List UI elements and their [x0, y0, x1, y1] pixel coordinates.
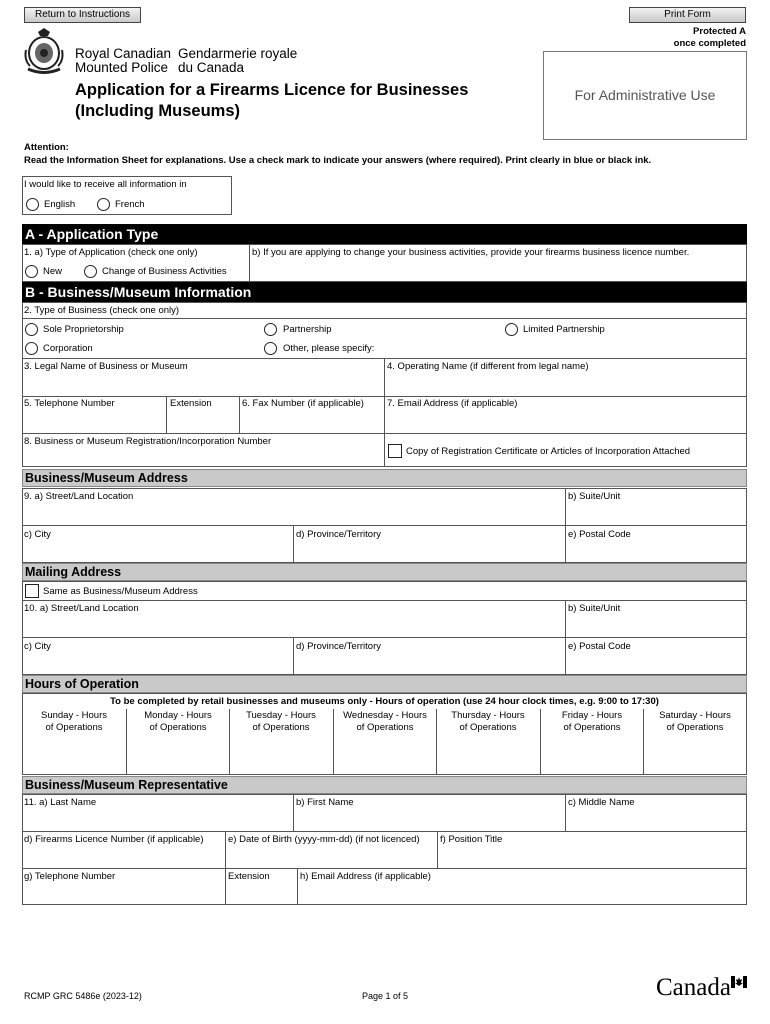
day-hours-input[interactable]	[438, 738, 538, 773]
section-a-header: A - Application Type	[22, 224, 747, 244]
rep-middle-name-input[interactable]	[568, 810, 744, 829]
corporation-radio[interactable]	[25, 342, 38, 355]
day-hours-input[interactable]	[645, 738, 745, 773]
rep-last-name-input[interactable]	[24, 810, 291, 829]
day-hours-label: Monday - Hours of Operations	[144, 710, 212, 733]
attention-text: Attention: Read the Information Sheet for explanations. Use a check mark to indicate your answers (where required). Print clearly in blue or black ink.	[24, 142, 652, 166]
hours-of-operation-header: Hours of Operation	[22, 675, 747, 693]
rep-licence-number-input[interactable]	[24, 847, 223, 866]
canada-wordmark: Canada	[656, 974, 731, 1001]
mailing-suite-input[interactable]	[568, 616, 744, 635]
day-hours-input[interactable]	[335, 738, 435, 773]
representative-header: Business/Museum Representative	[22, 776, 747, 794]
partnership-radio[interactable]	[264, 323, 277, 336]
rep-first-name-input[interactable]	[296, 810, 563, 829]
mailing-city-input[interactable]	[24, 654, 291, 673]
business-address-header: Business/Museum Address	[22, 469, 747, 487]
limited-partnership-radio[interactable]	[505, 323, 518, 336]
french-radio[interactable]	[97, 198, 110, 211]
canada-flag-icon	[731, 976, 747, 988]
new-application-radio[interactable]	[25, 265, 38, 278]
change-activities-radio[interactable]	[84, 265, 97, 278]
print-form-button[interactable]: Print Form	[629, 7, 746, 23]
legal-name-input[interactable]	[24, 374, 382, 394]
business-suite-input[interactable]	[568, 504, 744, 523]
mailing-postal-code-input[interactable]	[568, 654, 744, 673]
day-hours-input[interactable]	[231, 738, 331, 773]
day-hours-input[interactable]	[128, 738, 228, 773]
page-title: Application for a Firearms Licence for Businesses (Including Museums)	[75, 81, 469, 120]
business-province-input[interactable]	[296, 542, 563, 561]
sole-proprietorship-radio[interactable]	[25, 323, 38, 336]
mailing-province-input[interactable]	[296, 654, 563, 673]
agency-name-en: Royal Canadian Mounted Police	[75, 46, 172, 75]
operating-name-input[interactable]	[387, 374, 744, 394]
business-licence-number-input[interactable]	[252, 261, 744, 280]
registration-copy-checkbox[interactable]	[388, 444, 402, 458]
day-hours-label: Sunday - Hours of Operations	[40, 710, 107, 733]
business-street-input[interactable]	[24, 504, 563, 523]
administrative-use-box: For Administrative Use	[543, 51, 747, 140]
business-telephone-input[interactable]	[24, 411, 164, 431]
rep-telephone-input[interactable]	[24, 884, 223, 903]
form-code: RCMP GRC 5486e (2023-12)	[24, 991, 142, 1001]
business-city-input[interactable]	[24, 542, 291, 561]
day-hours-input[interactable]	[542, 738, 642, 773]
rep-extension-input[interactable]	[228, 884, 295, 903]
same-as-business-address-checkbox[interactable]	[25, 584, 39, 598]
rep-position-title-input[interactable]	[440, 847, 744, 866]
business-postal-code-input[interactable]	[568, 542, 744, 561]
agency-name-fr: Gendarmerie royale du Canada	[178, 46, 298, 75]
day-hours-label: Thursday - Hours of Operations	[451, 710, 525, 733]
mailing-address-header: Mailing Address	[22, 563, 747, 581]
language-preference-box: I would like to receive all information in English French	[22, 176, 232, 215]
return-to-instructions-button[interactable]: Return to Instructions	[24, 7, 141, 23]
day-hours-label: Saturday - Hours of Operations	[659, 710, 731, 733]
page-number: Page 1 of 5	[362, 991, 409, 1001]
day-hours-label: Wednesday - Hours of Operations	[343, 710, 427, 733]
other-business-type-input[interactable]	[390, 338, 744, 356]
business-extension-input[interactable]	[169, 411, 237, 431]
section-b-header: B - Business/Museum Information	[22, 282, 747, 302]
registration-number-input[interactable]	[24, 449, 382, 465]
other-business-type-radio[interactable]	[264, 342, 277, 355]
rep-email-input[interactable]	[300, 884, 744, 903]
protected-notice: Protected A once completed	[673, 26, 746, 49]
day-hours-label: Friday - Hours of Operations	[561, 710, 623, 733]
rep-date-of-birth-input[interactable]	[228, 847, 435, 866]
day-hours-label: Tuesday - Hours of Operations	[246, 710, 316, 733]
day-hours-input[interactable]	[24, 738, 124, 773]
english-radio[interactable]	[26, 198, 39, 211]
mailing-street-input[interactable]	[24, 616, 563, 635]
business-email-input[interactable]	[387, 411, 744, 431]
fax-number-input[interactable]	[242, 411, 382, 431]
rcmp-crest-icon	[22, 26, 66, 76]
